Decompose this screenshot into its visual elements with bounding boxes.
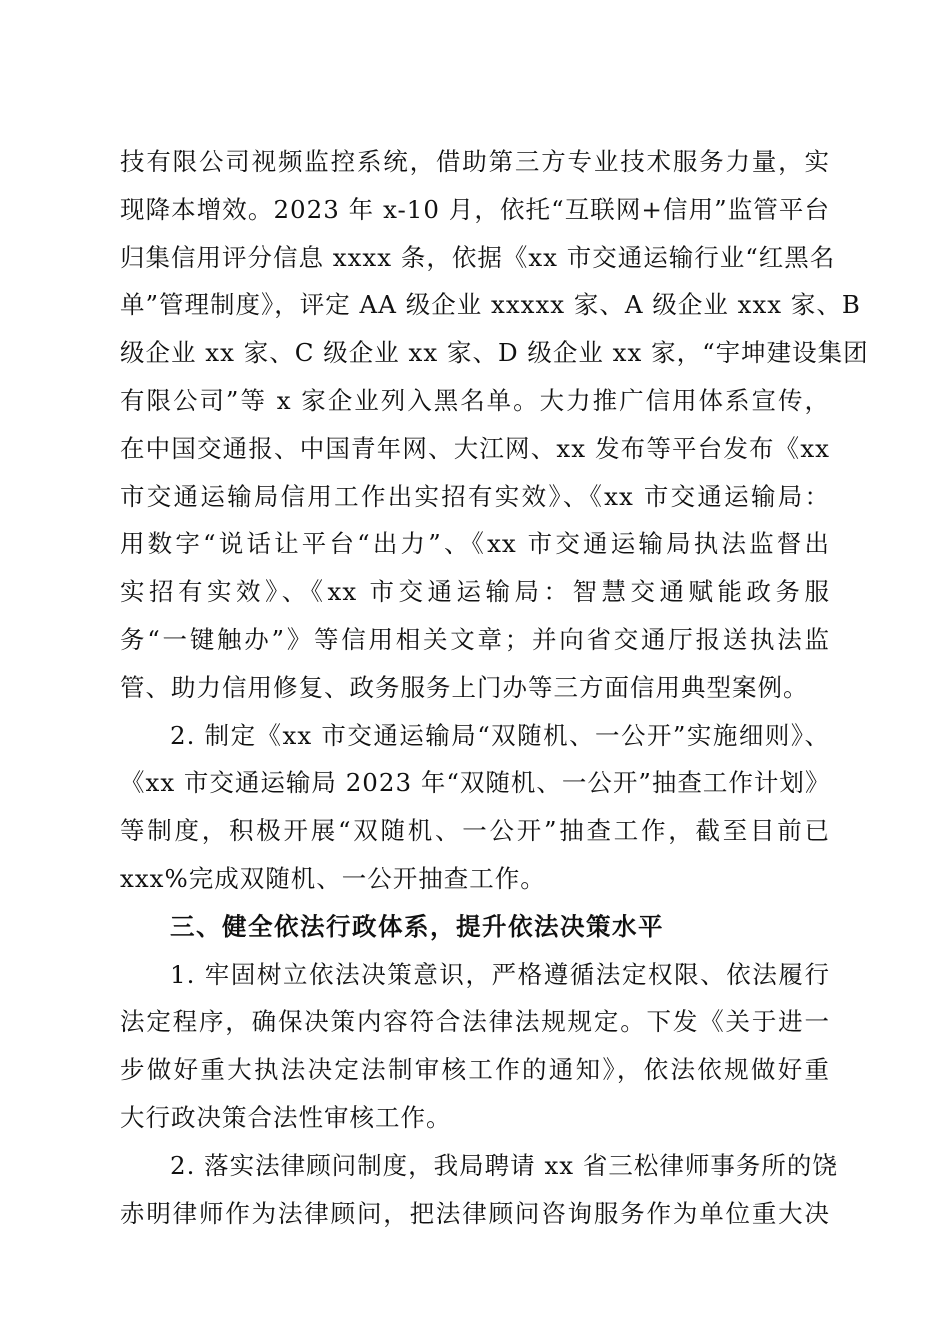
text-line: 步做好重大执法决定法制审核工作的通知》，依法依规做好重 <box>120 1055 830 1085</box>
text-line: 市交通运输局信用工作出实招有实效》、《xx 市交通运输局： <box>120 481 830 511</box>
document-body <box>120 138 869 1237</box>
text-line: 《xx 市交通运输局 2023 年“双随机、一公开”抽查工作计划》 <box>120 768 831 798</box>
section-heading: 三、健全依法行政体系，提升依法决策水平 <box>170 911 664 941</box>
text-line: 现降本增效。2023 年 x-10 月，依托“互联网+信用”监管平台 <box>120 194 830 224</box>
text-line: 有限公司”等 x 家企业列入黑名单。大力推广信用体系宣传， <box>120 385 830 415</box>
text-line: 实招有实效》、《xx 市交通运输局：智慧交通赋能政务服 <box>120 577 830 607</box>
text-line: 在中国交通报、中国青年网、大江网、xx 发布等平台发布《xx <box>120 433 830 463</box>
text-line: 1. 牢固树立依法决策意识，严格遵循法定权限、依法履行 <box>170 959 830 989</box>
text-line: 2. 制定《xx 市交通运输局“双随机、一公开”实施细则》、 <box>170 720 830 750</box>
paragraph-credit-system <box>120 138 869 712</box>
text-line: 管、助力信用修复、政务服务上门办等三方面信用典型案例。 <box>120 672 809 702</box>
text-line: 法定程序，确保决策内容符合法律法规规定。下发《关于进一 <box>120 1007 830 1037</box>
text-line: 技有限公司视频监控系统，借助第三方专业技术服务力量，实 <box>120 147 830 176</box>
text-line: 级企业 xx 家、C 级企业 xx 家、D 级企业 xx 家，“宇坤建设集团 <box>120 338 869 368</box>
text-line: 2. 落实法律顾问制度，我局聘请 xx 省三松律师事务所的饶 <box>170 1150 838 1180</box>
text-line: 大行政决策合法性审核工作。 <box>120 1102 452 1132</box>
text-line: 务“一键触办”》等信用相关文章；并向省交通厅报送执法监 <box>120 624 830 654</box>
text-line: 赤明律师作为法律顾问，把法律顾问咨询服务作为单位重大决 <box>120 1198 830 1228</box>
paragraph-double-random <box>120 712 830 903</box>
text-line: xxx%完成双随机、一公开抽查工作。 <box>120 863 546 893</box>
paragraph-legal-counsel <box>120 1142 838 1238</box>
text-line: 单”管理制度》，评定 AA 级企业 xxxxx 家、A 级企业 xxx 家、B <box>120 290 861 320</box>
text-line: 用数字“说话让平台“出力”、《xx 市交通运输局执法监督出 <box>120 529 830 559</box>
text-line: 等制度，积极开展“双随机、一公开”抽查工作，截至目前已 <box>120 816 830 846</box>
text-line: 归集信用评分信息 xxxx 条，依据《xx 市交通运输行业“红黑名 <box>120 242 836 272</box>
paragraph-legal-decision <box>120 951 830 1142</box>
